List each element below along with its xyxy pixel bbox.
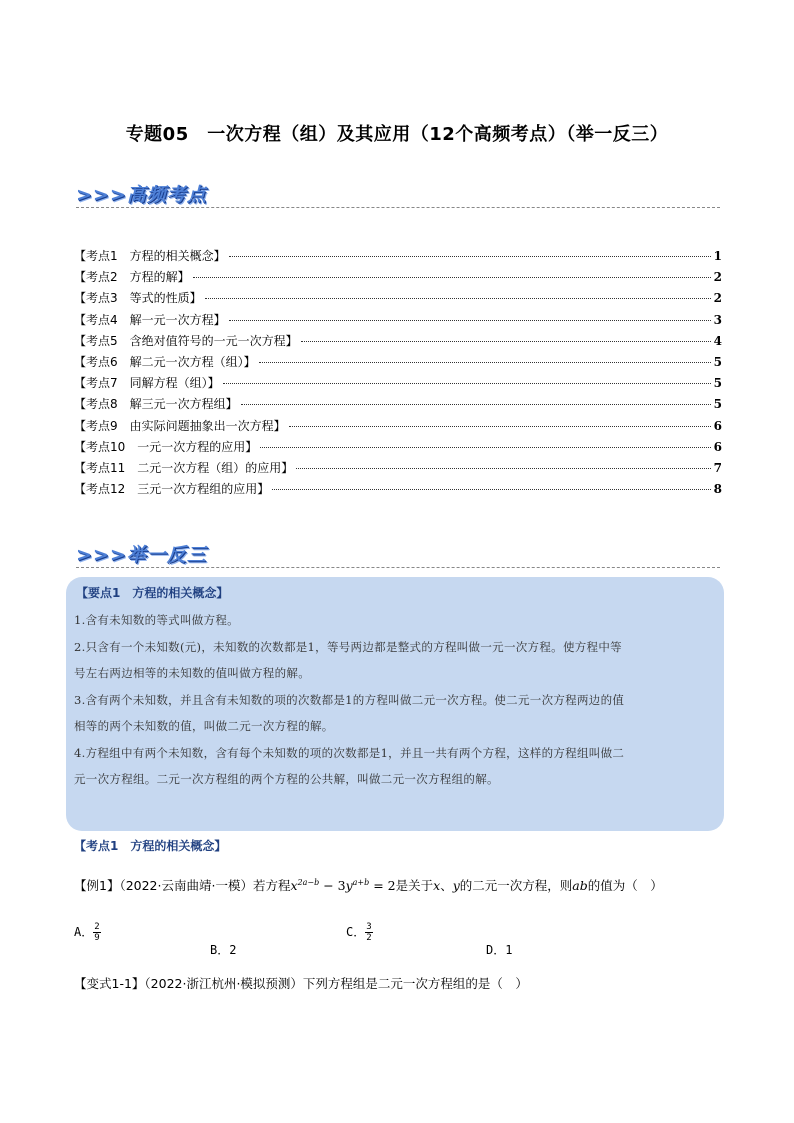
option-a-denominator: 9: [94, 933, 100, 943]
toc-banner: >>>高频考点: [76, 184, 207, 206]
keypoint-item: [74, 607, 720, 634]
toc-item[interactable]: [74, 289, 722, 310]
keypoint-item: [74, 634, 720, 687]
keypoint-list: [74, 607, 720, 793]
page-title: 专题05 一次方程（组）及其应用（12个高频考点）（举一反三）: [125, 124, 669, 145]
toc-leader-dots: [260, 447, 710, 448]
toc-leader-dots: [241, 404, 711, 405]
kaodian-heading: 【考点1 方程的相关概念】: [74, 839, 227, 853]
toc-item-label: 【考点3 等式的性质】: [74, 291, 202, 306]
keypoint-line: 3.含有两个未知数，并且含有未知数的项的次数都是1的方程叫做二元一次方程。使二元一次方程两边的值: [74, 692, 625, 707]
toc-item-page: 6: [713, 439, 722, 454]
toc-leader-dots: [259, 362, 711, 363]
toc-item-page: 8: [713, 482, 722, 497]
example-1-question: [74, 876, 663, 894]
keypoint-line: 4.方程组中有两个未知数，含有每个未知数的项的次数都是1，并且一共有两个方程，这样的方程组叫做二: [74, 745, 625, 760]
toc-item-page: 2: [713, 291, 722, 306]
eq-x: x: [290, 878, 298, 893]
toc-item[interactable]: [74, 353, 722, 374]
toc-item-label: 【考点10 一元一次方程的应用】: [74, 439, 258, 454]
toc-item-page: 5: [713, 354, 722, 369]
main-banner-divider: [76, 567, 720, 568]
keypoint-item: [74, 740, 720, 793]
option-a-fraction: [93, 922, 100, 943]
toc-item-page: 2: [713, 270, 722, 285]
toc-leader-dots: [223, 383, 711, 384]
toc-item[interactable]: [74, 459, 722, 480]
toc-item[interactable]: [74, 247, 722, 268]
var-ab: ab: [572, 878, 588, 893]
eq-x-exponent: 2a−b: [297, 877, 320, 887]
example-1-suffix-c: 的值为（ ）: [587, 878, 663, 893]
toc-item[interactable]: [74, 438, 722, 459]
toc-item-label: 【考点2 方程的解】: [74, 270, 190, 285]
keypoint-box: [66, 577, 724, 831]
option-c-fraction: [365, 922, 372, 943]
toc-item-label: 【考点4 解一元一次方程】: [74, 312, 226, 327]
toc-leader-dots: [205, 298, 711, 299]
toc-leader-dots: [229, 320, 711, 321]
keypoint-line: 号左右两边相等的未知数的值叫做方程的解。: [74, 666, 310, 680]
toc-item-label: 【考点12 三元一次方程组的应用】: [74, 482, 270, 497]
example-1-suffix-a: 是关于: [395, 878, 434, 893]
option-a-numerator: 2: [94, 922, 100, 932]
toc-item[interactable]: [74, 268, 722, 289]
toc-item[interactable]: [74, 374, 722, 395]
toc-item-page: 1: [713, 249, 722, 263]
option-a-label: A．: [74, 925, 94, 939]
keypoint-item: [74, 687, 720, 740]
separator: 、: [440, 878, 453, 893]
toc-item[interactable]: [74, 395, 722, 416]
option-a[interactable]: [74, 922, 101, 943]
eq-y-exponent: a+b: [352, 877, 370, 887]
toc-item-page: 5: [713, 397, 722, 412]
table-of-contents: [74, 247, 722, 501]
keypoint-line: 元一次方程组。二元一次方程组的两个方程的公共解，叫做二元一次方程组的解。: [74, 772, 499, 786]
option-c-denominator: 2: [366, 933, 372, 943]
toc-leader-dots: [289, 426, 711, 427]
toc-item-page: 7: [713, 460, 722, 475]
toc-item-label: 【考点11 二元一次方程（组）的应用】: [74, 460, 294, 475]
main-banner: >>>举一反三: [76, 544, 207, 566]
example-1-prefix: 【例1】（2022·云南曲靖·一模）若方程: [74, 878, 291, 893]
equation: [290, 878, 395, 893]
toc-item[interactable]: [74, 480, 722, 501]
example-1-suffix-b: 的二元一次方程，则: [459, 878, 573, 893]
var-y: y: [452, 878, 460, 893]
toc-item-label: 【考点1 方程的相关概念】: [74, 249, 226, 263]
keypoint-line: 相等的两个未知数的值，叫做二元一次方程的解。: [74, 719, 334, 733]
option-c-numerator: 3: [366, 922, 372, 932]
toc-leader-dots: [193, 277, 711, 278]
eq-y: y: [345, 878, 353, 893]
toc-item-label: 【考点5 含绝对值符号的一元一次方程】: [74, 333, 298, 348]
toc-item-page: 5: [713, 376, 722, 391]
option-c-label: C．: [346, 925, 366, 939]
eq-end: = 2: [369, 878, 396, 893]
toc-item-page: 3: [713, 312, 722, 327]
toc-item-label: 【考点7 同解方程（组）】: [74, 376, 220, 391]
keypoint-line: 1.含有未知数的等式叫做方程。: [74, 613, 239, 627]
toc-item-label: 【考点8 解三元一次方程组】: [74, 397, 238, 412]
eq-mid: − 3: [319, 878, 346, 893]
toc-leader-dots: [272, 489, 710, 490]
option-b[interactable]: B．2: [210, 943, 237, 957]
var-x: x: [433, 878, 441, 893]
keypoint-title: 【要点1 方程的相关概念】: [76, 586, 229, 600]
toc-item-page: 6: [713, 418, 722, 433]
toc-leader-dots: [229, 256, 711, 257]
toc-item-page: 4: [713, 333, 722, 348]
toc-leader-dots: [301, 341, 711, 342]
keypoint-line: 2.只含有一个未知数(元)，未知数的次数都是1，等号两边都是整式的方程叫做一元一次方程。使方程中等: [74, 639, 622, 654]
toc-item-label: 【考点9 由实际问题抽象出一次方程】: [74, 418, 286, 433]
option-c[interactable]: [346, 922, 373, 943]
toc-item[interactable]: [74, 332, 722, 353]
toc-leader-dots: [296, 468, 710, 469]
toc-banner-divider: [76, 207, 720, 208]
toc-item-label: 【考点6 解二元一次方程（组）】: [74, 354, 256, 369]
toc-item[interactable]: [74, 417, 722, 438]
toc-item[interactable]: [74, 311, 722, 332]
variant-1-1-question: 【变式1-1】（2022·浙江杭州·模拟预测）下列方程组是二元一次方程组的是（ ）: [74, 976, 528, 991]
option-d[interactable]: D．1: [486, 943, 513, 957]
